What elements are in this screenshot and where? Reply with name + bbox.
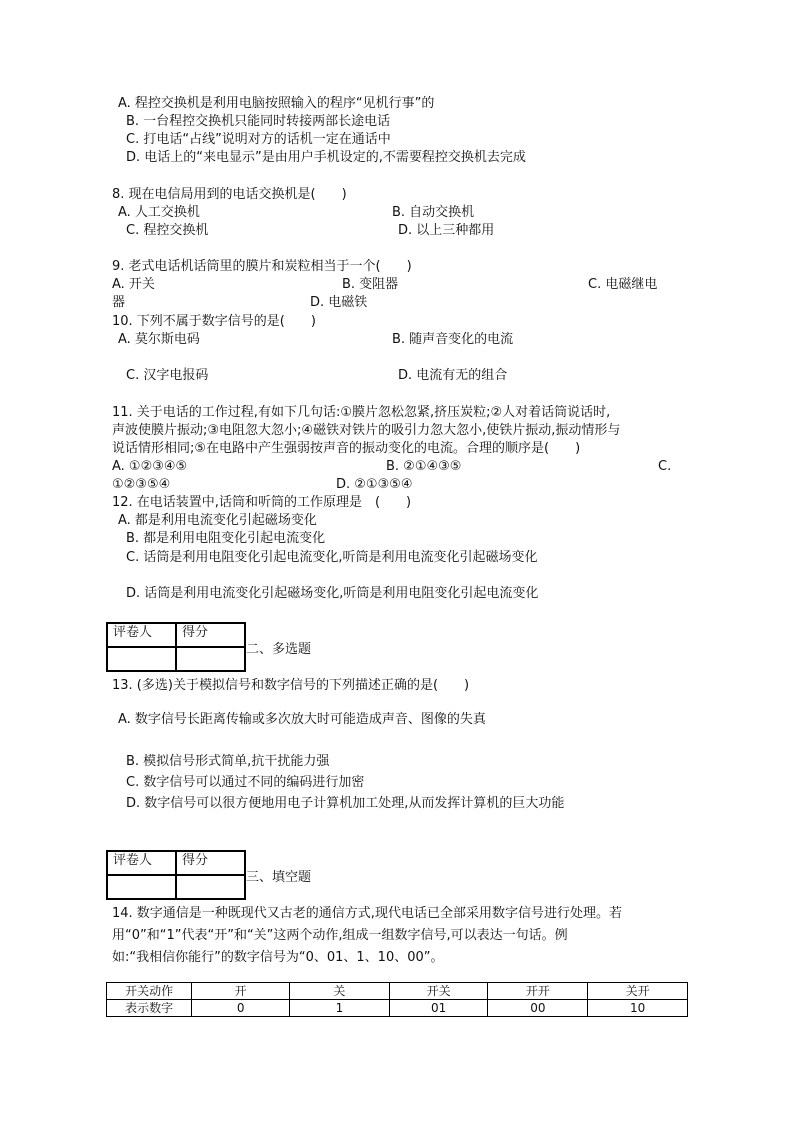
question-13-option-d: D. 数字信号可以很方便地用电子计算机加工处理,从而发挥计算机的巨大功能 [126, 796, 565, 811]
score-label: 得分 [176, 623, 245, 647]
reviewer-cell [107, 875, 176, 899]
question-8-option-b: B. 自动交换机 [392, 205, 475, 220]
table-cell: 开关动作 [107, 983, 192, 1000]
question-10-option-d: D. 电流有无的组合 [398, 368, 508, 383]
question-11-option-c-wrap: ①②③⑤④ [112, 477, 171, 492]
reviewer-cell [107, 647, 176, 671]
table-cell: 开 [192, 983, 290, 1000]
question-11-option-c: C. [658, 459, 672, 474]
question-11-option-d: D. ②①③⑤④ [336, 477, 413, 492]
question-9-stem: 9. 老式电话机话筒里的膜片和炭粒相当于一个( ) [112, 259, 412, 274]
option-a: A. 程控交换机是利用电脑按照输入的程序“见机行事”的 [118, 96, 435, 111]
question-12-option-d: D. 话筒是利用电流变化引起磁场变化,听筒是利用电阻变化引起电流变化 [126, 586, 539, 601]
score-label: 得分 [176, 851, 245, 875]
score-cell [176, 875, 245, 899]
question-11-line-2: 声波使膜片振动;③电阻忽大忽小;④磁铁对铁片的吸引力忽大忽小,使铁片振动,振动情形与 [112, 423, 621, 438]
question-8-option-d: D. 以上三种都用 [398, 223, 495, 238]
option-d: D. 电话上的“来电显示”是由用户手机设定的,不需要程控交换机去完成 [126, 150, 526, 165]
question-9-option-a: A. 开关 [112, 277, 155, 292]
table-cell: 01 [389, 1000, 488, 1017]
score-cell [176, 647, 245, 671]
section-title-fill-in: 三、填空题 [246, 870, 312, 885]
question-11-option-a: A. ①②③④⑤ [112, 459, 188, 474]
question-11-line-1: 11. 关于电话的工作过程,有如下几句话:①膜片忽松忽紧,挤压炭粒;②人对着话筒说话时, [112, 405, 611, 420]
question-10-option-a: A. 莫尔斯电码 [118, 332, 200, 347]
question-9-option-b: B. 变阻器 [342, 277, 399, 292]
question-11-line-3: 说话情形相同;⑤在电路中产生强弱按声音的振动变化的电流。合理的顺序是( ) [112, 441, 581, 456]
question-9-option-c-wrap: 器 [112, 295, 126, 310]
table-cell: 开关 [389, 983, 488, 1000]
question-12-option-b: B. 都是利用电阻变化引起电流变化 [126, 531, 326, 546]
table-row [107, 983, 688, 1000]
question-14-line-3: 如:“我相信你能行”的数字信号为“0、01、1、10、00”。 [112, 950, 444, 965]
question-12-stem: 12. 在电话装置中,话筒和听筒的工作原理是 ( ) [112, 495, 412, 510]
signal-table [106, 982, 688, 1017]
question-13-option-b: B. 模拟信号形式简单,抗干扰能力强 [126, 754, 330, 769]
question-10-option-b: B. 随声音变化的电流 [392, 332, 514, 347]
table-cell: 表示数字 [107, 1000, 192, 1017]
score-box [106, 850, 246, 900]
question-14-line-2: 用“0”和“1”代表“开”和“关”这两个动作,组成一组数字信号,可以表达一句话。例 [112, 928, 568, 943]
option-b: B. 一台程控交换机只能同时转接两部长途电话 [126, 114, 391, 129]
table-cell: 0 [192, 1000, 290, 1017]
reviewer-label: 评卷人 [107, 851, 176, 875]
question-8-stem: 8. 现在电信局用到的电话交换机是( ) [112, 187, 347, 202]
question-13-stem: 13. (多选)关于模拟信号和数字信号的下列描述正确的是( ) [112, 678, 470, 693]
reviewer-label: 评卷人 [107, 623, 176, 647]
table-cell: 关开 [588, 983, 688, 1000]
question-8-option-c: C. 程控交换机 [126, 223, 209, 238]
question-12-option-c: C. 话筒是利用电阻变化引起电流变化,听筒是利用电流变化引起磁场变化 [126, 550, 538, 565]
option-c: C. 打电话“占线”说明对方的话机一定在通话中 [126, 132, 391, 147]
question-8-option-a: A. 人工交换机 [118, 205, 200, 220]
table-cell: 00 [488, 1000, 588, 1017]
question-14-line-1: 14. 数字通信是一种既现代又古老的通信方式,现代电话已全部采用数字信号进行处理。若 [112, 906, 622, 921]
question-12-option-a: A. 都是利用电流变化引起磁场变化 [118, 513, 317, 528]
table-cell: 关 [290, 983, 390, 1000]
table-cell: 1 [290, 1000, 390, 1017]
score-box [106, 622, 246, 672]
question-10-option-c: C. 汉字电报码 [126, 368, 209, 383]
question-9-option-c: C. 电磁继电 [588, 277, 658, 292]
table-row [107, 1000, 688, 1017]
question-9-option-d: D. 电磁铁 [310, 295, 368, 310]
question-13-option-c: C. 数字信号可以通过不同的编码进行加密 [126, 775, 365, 790]
question-10-stem: 10. 下列不属于数字信号的是( ) [112, 314, 316, 329]
table-cell: 10 [588, 1000, 688, 1017]
question-13-option-a: A. 数字信号长距离传输或多次放大时可能造成声音、图像的失真 [118, 712, 486, 727]
section-title-multiple-choice: 二、多选题 [246, 642, 312, 657]
question-11-option-b: B. ②①④③⑤ [386, 459, 462, 474]
table-cell: 开开 [488, 983, 588, 1000]
